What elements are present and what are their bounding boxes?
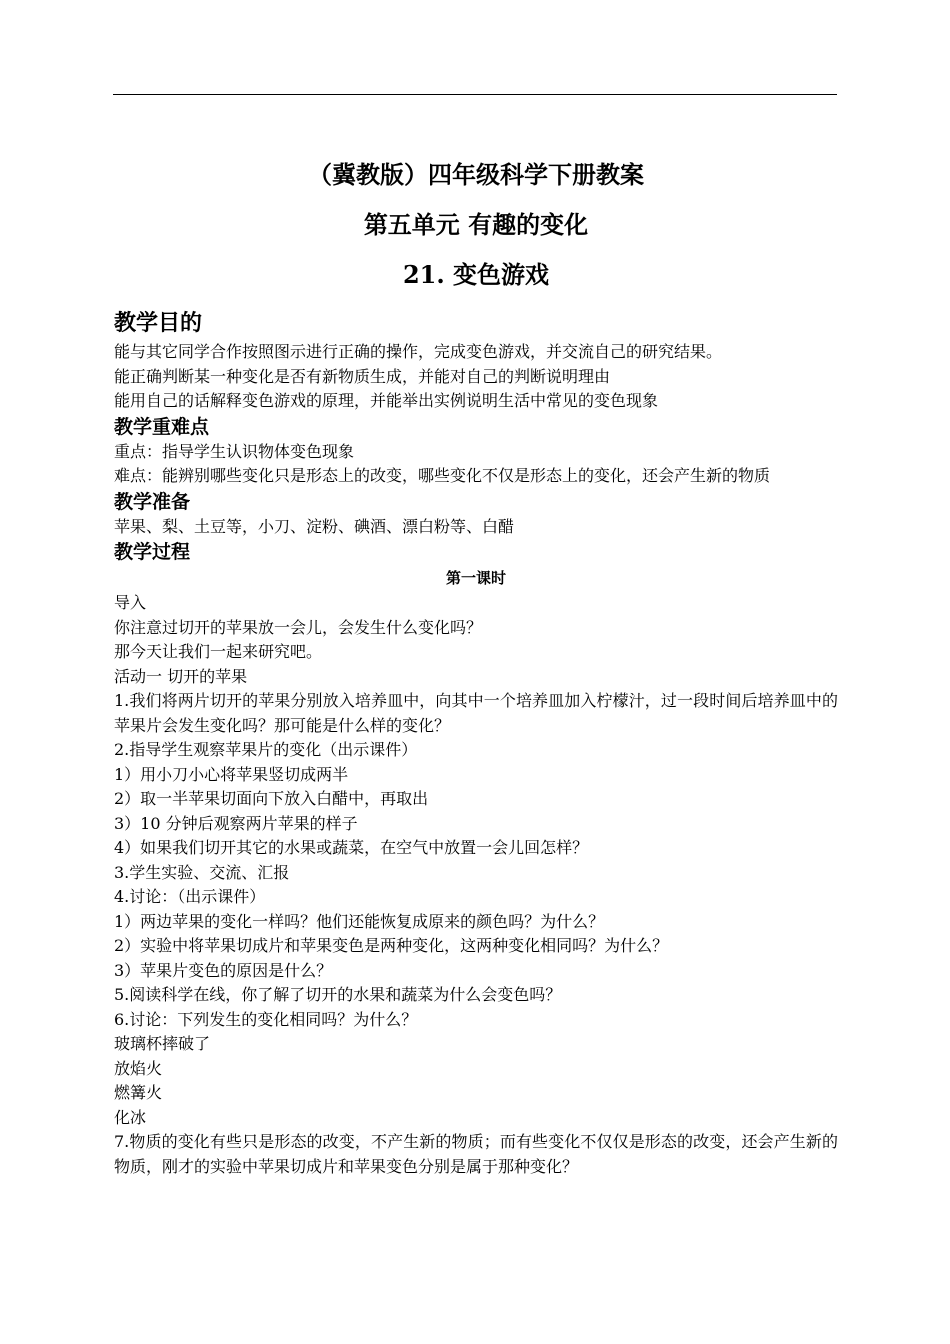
process-line: 燃篝火 (114, 1083, 163, 1102)
key-point-difficulty: 难点：能辨别哪些变化只是形态上的改变，哪些变化不仅是形态上的变化，还会产生新的物质 (114, 466, 771, 485)
process-line: 6.讨论：下列发生的变化相同吗？为什么？ (114, 1009, 418, 1029)
process-line: 3）苹果片变色的原因是什么？ (114, 960, 333, 980)
key-point-focus: 重点：指导学生认识物体变色现象 (114, 441, 355, 461)
document-body (114, 158, 838, 1179)
process-line: 4）如果我们切开其它的水果或蔬菜，在空气中放置一会儿回怎样？ (114, 838, 589, 857)
goal-item: 能用自己的话解释变色游戏的原理，并能举出实例说明生活中常见的变色现象 (114, 391, 659, 410)
process-line: 1）两边苹果的变化一样吗？他们还能恢复成原来的颜色吗？为什么？ (114, 911, 605, 931)
lesson-title: 21. 变色游戏 (402, 260, 550, 289)
preparation-text: 苹果、梨、土豆等，小刀、淀粉、碘酒、漂白粉等、白醋 (114, 516, 515, 536)
goal-item: 能正确判断某一种变化是否有新物质生成，并能对自己的判断说明理由 (114, 366, 611, 386)
goals-heading: 教学目的 (114, 311, 203, 336)
process-line: 活动一 切开的苹果 (114, 666, 248, 686)
process-line: 1.我们将两片切开的苹果分别放入培养皿中，向其中一个培养皿加入柠檬汁，过一段时间后培养皿中的苹果片会发生变化吗？那可能是什么样的变化？ (114, 691, 838, 735)
process-line: 导入 (114, 593, 147, 612)
process-line: 1）用小刀小心将苹果竖切成两半 (114, 764, 349, 784)
preparation-heading: 教学准备 (114, 490, 191, 513)
unit-title: 第五单元 有趣的变化 (363, 210, 589, 239)
process-line: 7.物质的变化有些只是形态的改变，不产生新的物质；而有些变化不仅仅是形态的改变，还会产生新的物质，刚才的实验中苹果切成片和苹果变色分别是属于那种变化？ (114, 1132, 838, 1176)
process-line: 5.阅读科学在线，你了解了切开的水果和蔬菜为什么会变色吗？ (114, 985, 562, 1004)
process-line: 3.学生实验、交流、汇报 (114, 862, 290, 882)
key-points-heading: 教学重难点 (114, 415, 210, 438)
document-title: （冀教版）四年级科学下册教案 (308, 160, 644, 189)
process-line: 玻璃杯摔破了 (114, 1034, 211, 1053)
session-heading: 第一课时 (445, 569, 506, 587)
process-line: 2）取一半苹果切面向下放入白醋中，再取出 (114, 789, 429, 808)
process-line: 3）10 分钟后观察两片苹果的样子 (114, 813, 358, 833)
process-line: 2.指导学生观察苹果片的变化（出示课件） (114, 740, 418, 759)
header-rule (113, 94, 837, 95)
process-heading: 教学过程 (114, 541, 191, 563)
process-line: 放焰火 (114, 1058, 163, 1078)
process-line: 2）实验中将苹果切成片和苹果变色是两种变化，这两种变化相同吗？为什么？ (114, 936, 669, 955)
process-line: 化冰 (114, 1107, 147, 1127)
process-line: 你注意过切开的苹果放一会儿，会发生什么变化吗？ (114, 617, 483, 637)
goal-item: 能与其它同学合作按照图示进行正确的操作，完成变色游戏，并交流自己的研究结果。 (114, 342, 723, 361)
process-line: 4.讨论：（出示课件） (114, 887, 266, 906)
process-line: 那今天让我们一起来研究吧。 (114, 642, 323, 661)
